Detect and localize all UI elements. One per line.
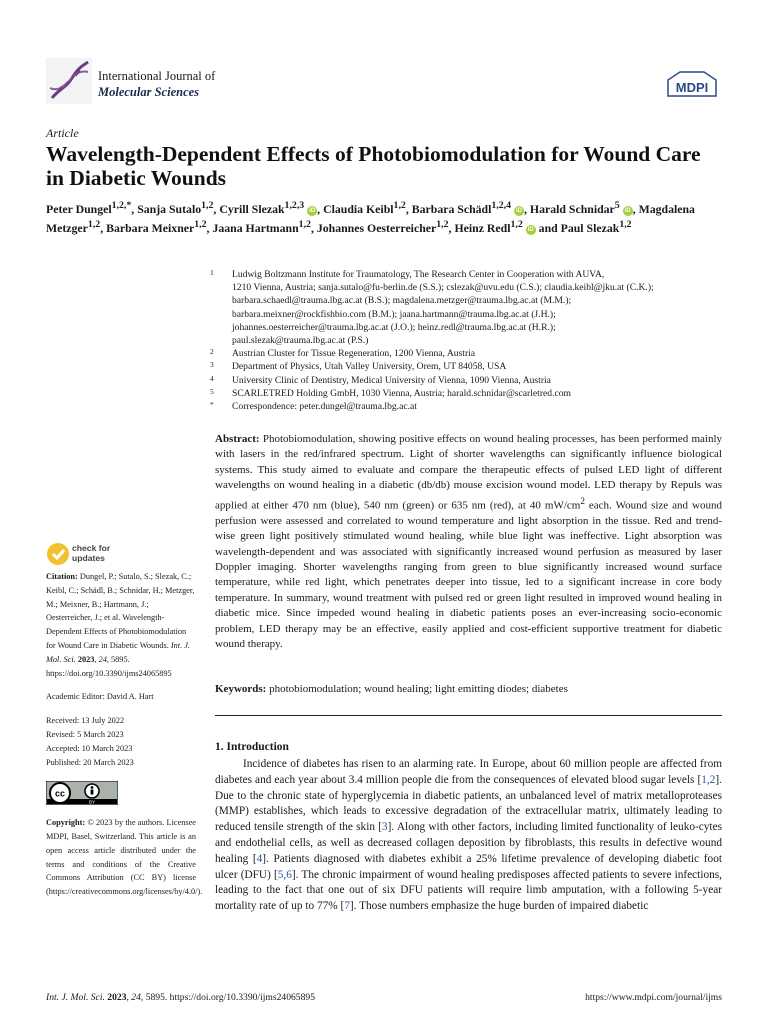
citation-link[interactable]: 4 — [256, 852, 263, 865]
author-affiliation-sup: 1,2,4 — [491, 200, 512, 211]
author-name: Johannes Oesterreicher — [316, 221, 437, 236]
author-affiliation-sup: 1,2 — [436, 219, 449, 231]
academic-editor: Academic Editor: David A. Hart — [46, 692, 154, 702]
abstract — [215, 432, 722, 652]
author-affiliation-sup: 1,2 — [194, 219, 207, 231]
affiliation-line: barbara.meixner@rockfishbio.com (B.M.); jaana.hartmann@trauma.lbg.ac.at (J.H.); — [232, 308, 556, 320]
author-affiliation-sup: 1,2,* — [111, 200, 132, 211]
keywords-text: photobiomodulation; wound healing; light emitting diodes; diabetes — [269, 683, 568, 695]
author-affiliation-sup: 1,2 — [510, 219, 523, 231]
check-updates-line1: check for — [72, 543, 111, 553]
author-affiliation-sup: 5 — [614, 200, 620, 211]
citation-link[interactable]: 7 — [344, 900, 350, 913]
author-separator: , — [100, 221, 107, 236]
cc-by-label: BY — [88, 799, 96, 805]
copyright-label: Copyright: — [46, 818, 86, 828]
orcid-icon[interactable]: iD — [624, 207, 631, 214]
affiliation-number: 4 — [210, 373, 214, 383]
introduction-paragraph — [215, 757, 722, 915]
journal-name-line2: Molecular Sciences — [98, 85, 200, 99]
check-updates-icon — [46, 542, 70, 566]
orcid-icon[interactable]: iD — [309, 207, 316, 214]
affiliation-line: SCARLETRED Holding GmbH, 1030 Vienna, Austria; harald.schnidar@scarletred.com — [232, 387, 572, 399]
footer-doi[interactable]: , 5895. https://doi.org/10.3390/ijms24065895 — [140, 992, 315, 1003]
author-separator: , — [405, 201, 412, 216]
footer-year: 2023 — [107, 992, 127, 1003]
affiliation-number: 1 — [210, 268, 214, 277]
author-separator: , — [206, 221, 213, 236]
orcid-icon[interactable]: iD — [516, 207, 522, 214]
author-affiliation-sup: 1,2 — [201, 200, 214, 211]
dna-helix-logo-icon — [46, 58, 92, 104]
check-updates-text — [72, 543, 110, 563]
affiliation-line: johannes.oesterreicher@trauma.lbg.ac.at (J.O.); heinz.redl@trauma.lbg.ac.at (H.R.); — [232, 321, 556, 333]
author-separator: , — [524, 201, 530, 216]
section-divider — [215, 715, 722, 716]
affiliation-line: Department of Physics, Utah Valley University, Orem, UT 84058, USA — [232, 361, 507, 373]
keywords — [215, 682, 722, 697]
affiliations — [210, 268, 722, 413]
footer-citation: Int. J. Mol. Sci. 2023, 24, 5895. https://doi.org/10.3390/ijms24065895 — [46, 992, 315, 1003]
author-name: Jaana Hartmann — [212, 221, 299, 236]
cc-by-license-icon[interactable] — [46, 781, 118, 805]
author-affiliation-sup: 1,2 — [393, 200, 406, 211]
date-accepted: Accepted: 10 March 2023 — [46, 743, 133, 753]
affiliation-line: paul.slezak@trauma.lbg.ac.at (P.S.) — [232, 335, 369, 347]
sidebar — [46, 540, 203, 899]
author-separator: , — [310, 221, 317, 236]
affiliation-number: 3 — [210, 360, 214, 370]
author-name: Barbara Meixner — [106, 221, 195, 236]
citation-journal: Int. J. Mol. Sci. — [46, 640, 190, 664]
article-type: Article — [46, 126, 79, 140]
author-list — [46, 198, 722, 237]
author-name: Harald Schnidar — [529, 201, 615, 216]
intro-text: ]. Due to the chronic state of hyperglycemia in diabetic patients, an unbalanced level of matrix metalloproteases (MMP) establishes, which leads to excessive degradation of the extracellular matrix, ultimately leading to reduced tensile strength of the skin [ — [215, 773, 722, 834]
keywords-label: Keywords: — [215, 683, 267, 695]
mdpi-logo-icon — [664, 70, 720, 100]
abstract-label: Abstract: — [215, 433, 260, 445]
citation-year: 2023 — [77, 654, 95, 664]
copyright-text: © 2023 by the authors. Licensee MDPI, Basel, Switzerland. This article is an open access article distributed under the terms and conditions of the Creative Commons Attribution (CC BY) license (https://creativecommons.org/licenses/by/4.0/). — [46, 818, 203, 897]
author-affiliation-sup: 1,2,3 — [284, 200, 305, 211]
affiliation-item — [210, 400, 722, 413]
date-published: Published: 20 March 2023 — [46, 757, 134, 767]
date-revised: Revised: 5 March 2023 — [46, 729, 124, 739]
date-received: Received: 13 July 2022 — [46, 716, 125, 726]
abstract-text-2: each. Wound size and wound perfusion were assessed and correlated to wound temperature and light absorption in the tissue. Red and trend-wise green light positively stimulated wound healing, while blue light was ineffective. Light absorption was wavelength-dependent and was associated with significantly increased wound perfusion as measured by laser Doppler imaging. Shorter wavelengths ranging from green to blue significantly increased wound surface temperature, while red light, which penetrates deeper into tissue, led to a significant increase in core body temperature. In summary, wound treatment with pulsed red or green light resulted in improved wound healing in diabetic mice. Since impeded wound healing in diabetic patients poses an ever-increasing socio-economic problem, LED therapy may be an effective, easily applied and cost-efficient supportive treatment for diabetic wound therapy. — [215, 499, 722, 650]
citation-link[interactable]: 1,2 — [701, 773, 716, 786]
author-affiliation-sup: 1,2 — [298, 219, 311, 231]
journal-name-line1: International Journal of — [98, 69, 216, 83]
abstract-text-1: Photobiomodulation, showing positive effects on wound healing processes, has been performed mainly with lasers in the red/infrared spectrum. Light of shorter wavelengths can significantly influence biological systems. This study aimed to evaluate and compare the therapeutic effects of pulsed LED light of different wavelengths on wound healing in a diabetic (db/db) mouse excision wound model. LED therapy by Repuls was applied at either 470 nm (blue), 540 nm (green) or 635 nm (red), at 40 mW/cm — [215, 433, 722, 512]
author-separator: , — [632, 201, 639, 216]
affiliation-number: * — [210, 400, 214, 410]
author-name: Cyrill Slezak — [219, 201, 285, 216]
author-separator: , — [317, 201, 324, 216]
article-dates — [46, 714, 196, 769]
section-heading-introduction: 1. Introduction — [215, 741, 289, 753]
copyright-notice — [46, 816, 203, 899]
affiliation-item — [210, 347, 722, 360]
footer-volume: 24 — [131, 992, 141, 1003]
citation-text: Dungel, P.; Sutalo, S.; Slezak, C.; Keibl, C.; Schädl, B.; Schnidar, H.; Metzger, M.; Meixner, B.; Hartmann, J.; Oesterreicher, J.; et al. Wavelength-Dependent Effects of Photobiomodulation for Wound Care in Diabetic Wounds. — [46, 572, 195, 650]
intro-text: ]. The chronic impairment of wound healing predisposes affected patients to severe infections, leading to the fact that one out of six DFU patients will require limb amputation, with a following 5-year mortality rate of up to 77% [ — [215, 868, 722, 913]
affiliation-line: 1210 Vienna, Austria; sanja.sutalo@fu-berlin.de (S.S.); cslezak@uvu.edu (C.S.); claudia.keibl@jku.at (C.K.); — [232, 282, 654, 294]
affiliation-line: Austrian Cluster for Tissue Regeneration, 1200 Vienna, Austria — [232, 348, 476, 360]
affiliation-item — [210, 374, 722, 387]
check-for-updates-button[interactable] — [46, 540, 196, 568]
citation-link[interactable]: 5,6 — [277, 868, 292, 881]
citation-label: Citation: — [46, 572, 78, 581]
affiliation-item — [210, 360, 722, 373]
article-title: Wavelength-Dependent Effects of Photobiomodulation for Wound Care in Diabetic Wounds — [46, 142, 701, 190]
author-separator: , — [213, 201, 220, 216]
journal-name — [98, 68, 215, 100]
affiliation-line: Ludwig Boltzmann Institute for Traumatology, The Research Center in Cooperation with AUVA, — [232, 269, 605, 280]
intro-text: Incidence of diabetes has risen to an alarming rate. In Europe, about 60 million people are affected from diabetes and each year about 3.4 million people die from the consequences of elevated blood sugar levels [ — [215, 758, 722, 786]
publisher-name: MDPI — [675, 80, 709, 95]
affiliation-line: barbara.schaedl@trauma.lbg.ac.at (B.S.); magdalena.metzger@trauma.lbg.ac.at (M.M.); — [232, 295, 572, 307]
author-name: Magdalena Metzger — [46, 201, 695, 236]
footer-journal: Int. J. Mol. Sci. — [46, 992, 105, 1003]
author-name: Claudia Keibl — [323, 201, 394, 216]
author-name: Barbara Schädl — [411, 201, 492, 216]
footer-journal-url[interactable]: https://www.mdpi.com/journal/ijms — [585, 992, 722, 1003]
affiliation-line: University Clinic of Dentistry, Medical University of Vienna, 1090 Vienna, Austria — [232, 374, 551, 386]
author-separator: , — [131, 201, 138, 216]
author-name: Paul Slezak — [560, 221, 620, 236]
affiliation-item — [210, 268, 722, 347]
author-affiliation-sup: 1,2 — [619, 219, 632, 231]
affiliation-number: 5 — [210, 386, 214, 396]
citation-link[interactable]: 3 — [382, 821, 388, 834]
check-updates-line2: updates — [72, 553, 105, 563]
affiliation-number: 2 — [210, 347, 214, 357]
citation-block: Citation: Dungel, P.; Sutalo, S.; Slezak, C.; Keibl, C.; Schädl, B.; Schnidar, H.; Metzger, M.; Meixner, B.; Hartmann, J.; Oesterreicher, J.; et al. Wavelength-Dependent Effects of Photobiomodulation for Wound Care in Diabetic Wounds. Int. J. Mol. Sci. 2023, 24, 5895. https://doi.org/10.3390/ijms24065895 — [46, 572, 195, 678]
author-name: Heinz Redl — [454, 221, 511, 236]
citation-doi[interactable]: , 5895. https://doi.org/10.3390/ijms24065895 — [46, 654, 172, 678]
intro-text: ]. Patients diagnosed with diabetes exhibit a 25% lifetime prevalence of developing diabetic foot ulcer (DFU) [ — [215, 852, 722, 881]
affiliation-line: Correspondence: peter.dungel@trauma.lbg.ac.at — [232, 401, 417, 413]
author-affiliation-sup: 1,2 — [87, 219, 101, 231]
author-name: Sanja Sutalo — [137, 201, 202, 216]
svg-text:cc: cc — [54, 788, 66, 799]
journal-header — [46, 58, 726, 108]
citation-volume: 24 — [98, 654, 107, 664]
author-separator: , — [448, 221, 455, 236]
author-separator: and — [535, 221, 561, 236]
abstract-sup: 2 — [580, 495, 585, 506]
intro-text: ]. Along with other factors, including limited functionality of leuko-cytes and endothelial cells, as well as decreased collagen deposition by fibroblasts, this results in defective wound healing [ — [215, 821, 722, 865]
orcid-icon[interactable]: iD — [527, 227, 534, 234]
affiliation-item — [210, 387, 722, 400]
intro-text: ]. Those numbers emphasize the huge burden of impaired diabetic — [349, 900, 649, 913]
author-name: Peter Dungel — [46, 201, 112, 216]
